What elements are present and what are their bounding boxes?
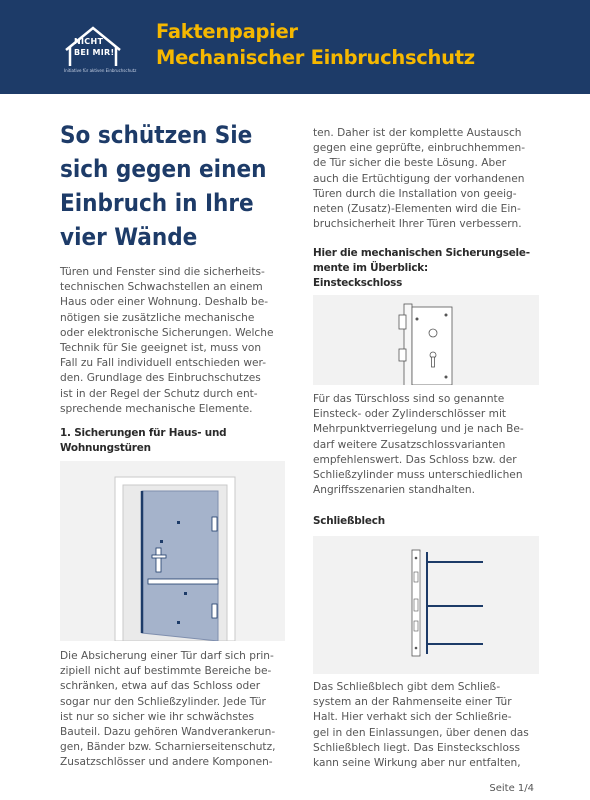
text-line: sogar nur den Schließzylinder. Jede Tür xyxy=(60,695,266,708)
text-line: ist in der Regel der Schutz durch ent- xyxy=(60,387,258,400)
text-line: gel in den Einlassungen, über denen das xyxy=(313,726,529,739)
text-line: Zusatzschlösser und andere Komponen- xyxy=(60,756,273,769)
text-line: de Tür sicher die beste Lösung. Aber xyxy=(313,157,507,170)
text-line: Haus oder einer Wohnung. Deshalb be- xyxy=(60,296,269,309)
strike-plate-drawing xyxy=(313,536,539,674)
schliessblech-heading xyxy=(313,514,385,529)
text-line: empfehlenswert. Das Schloss bzw. der xyxy=(313,453,517,466)
text-line: Bauteil. Dazu gehören Wandverankerun- xyxy=(60,726,276,739)
headline-line: Einbruch in Ihre xyxy=(60,189,254,217)
text-line: Für das Türschloss sind so genannte xyxy=(313,393,505,405)
door-illustration xyxy=(60,461,285,641)
page-headline xyxy=(60,118,290,254)
text-line: Einsteck- oder Zylinderschlösser mit xyxy=(313,408,507,421)
headline-line: So schützen Sie xyxy=(60,121,253,149)
text-line: gen, Bänder bzw. Scharnierseitenschutz, xyxy=(60,741,276,754)
text-line: ten. Daher ist der komplette Austausch xyxy=(313,127,522,139)
text-line: bruchsicherheit Ihrer Türen verbessern. xyxy=(313,218,522,231)
heading-line: Hier die mechanischen Sicherungsele- xyxy=(313,247,530,259)
door-drawing xyxy=(60,461,285,641)
header-banner xyxy=(0,0,590,94)
schliessblech-paragraph xyxy=(313,680,539,771)
text-line: neten (Zusatz)-Elementen wird die Ein- xyxy=(313,203,521,216)
text-line: Das Schließblech gibt dem Schließ- xyxy=(313,681,501,693)
text-line: Halt. Hier verhakt sich der Schließrie- xyxy=(313,711,512,724)
headline-line: sich gegen einen xyxy=(60,155,267,183)
text-line: Türen durch die Installation von geeig- xyxy=(313,187,517,200)
text-line: Die Absicherung einer Tür darf sich prin- xyxy=(60,650,274,662)
text-line: technischen Schwachstellen an einem xyxy=(60,281,263,294)
text-line: gegen eine geprüfte, einbruchhemmen- xyxy=(313,142,526,155)
heading-line: Wohnungstüren xyxy=(60,442,151,454)
heading-line: Schließblech xyxy=(313,515,385,527)
text-line: Mehrpunktverriegelung und je nach Be- xyxy=(313,423,524,436)
text-line: Technik für Sie geeignet ist, muss von xyxy=(60,342,262,355)
text-line: oder elektronische Sicherungen. Welche xyxy=(60,326,274,339)
logo-text-top: NICHT xyxy=(74,37,104,46)
text-line: Schließzylinder muss unterschiedlichen xyxy=(313,469,523,482)
section1-paragraph xyxy=(60,649,285,771)
text-line: schränken, etwa auf das Schloss oder xyxy=(60,680,261,693)
page-number: Seite 1/4 xyxy=(489,783,534,794)
intro-paragraph xyxy=(60,265,285,417)
text-line: darf weitere Zusatzschlossvarianten xyxy=(313,438,506,451)
text-line: sprechende mechanische Elemente. xyxy=(60,402,253,415)
einsteckschloss-paragraph xyxy=(313,392,539,498)
logo-tagline: Initiative für aktiven Einbruchschutz xyxy=(64,68,137,73)
header-title-line1: Faktenpapier xyxy=(156,20,298,43)
col2-paragraph xyxy=(313,126,539,232)
text-line: ist nur so sicher wie ihr schwächstes xyxy=(60,710,255,723)
header-title-line2: Mechanischer Einbruchschutz xyxy=(156,46,475,69)
einsteckschloss-heading: Einsteckschloss xyxy=(313,277,403,289)
text-line: auch die Ertüchtigung der vorhandenen xyxy=(313,172,525,185)
heading-line: mente im Überblick: xyxy=(313,262,428,274)
text-line: zipiell nicht auf bestimmte Bereiche be- xyxy=(60,665,272,678)
text-line: Angriffsszenarien standhalten. xyxy=(313,484,476,497)
text-line: Fall zu Fall individuell entschieden wer- xyxy=(60,357,267,370)
heading-line: 1. Sicherungen für Haus- und xyxy=(60,427,227,439)
overview-heading xyxy=(313,246,530,291)
text-line: system an der Rahmenseite einer Tür xyxy=(313,696,512,709)
lock-illustration xyxy=(313,295,539,385)
text-line: kann seine Wirkung aber nur entfalten, xyxy=(313,757,521,770)
mortise-lock-drawing xyxy=(313,295,539,385)
logo-text-bottom: BEI MIR! xyxy=(74,48,115,57)
text-line: Türen und Fenster sind die sicherheits- xyxy=(60,266,265,278)
headline-line: vier Wände xyxy=(60,223,198,251)
section1-heading xyxy=(60,426,226,456)
text-line: den. Grundlage des Einbruchschutzes xyxy=(60,372,261,385)
text-line: Schließblech liegt. Das Einsteckschloss xyxy=(313,741,521,754)
strike-plate-illustration xyxy=(313,536,539,674)
text-line: nötigen sie zusätzliche mechanische xyxy=(60,311,255,324)
